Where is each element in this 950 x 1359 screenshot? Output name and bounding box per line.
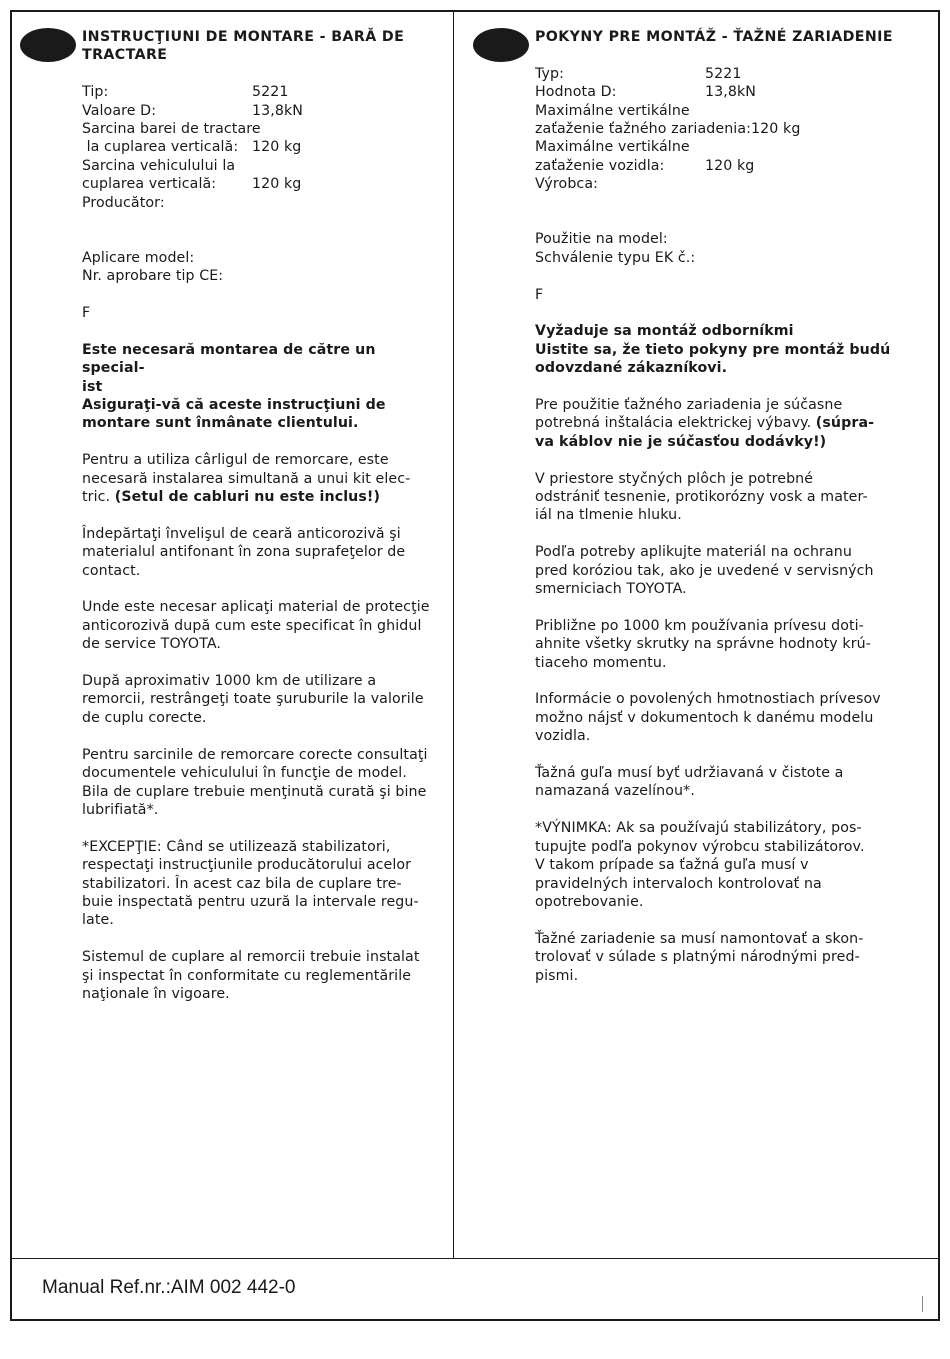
d-value: 13,8kN bbox=[252, 102, 304, 119]
vehicle-load-label: Sarcina vehiculului la bbox=[82, 157, 236, 174]
model-label: Použitie na model: bbox=[535, 231, 668, 248]
producer-label: Výrobca: bbox=[535, 176, 599, 193]
vehicle-load-value: 120 kg bbox=[705, 157, 755, 174]
paragraph-regulations: Sistemul de cuplare al remorcii trebuie instalat şi inspectat în conformitate cu reglementările naţionale în vigoare. bbox=[82, 949, 420, 1002]
paragraph-regulations: Ťažné zariadenie sa musí namontovať a skon- trolovať v súlade s platnými národnými pred- pismi. bbox=[535, 930, 864, 984]
paragraph-wax-removal: V priestore styčných plôch je potrebné odstrániť tesnenie, protikorózny vosk a mater- iál na tlmenie hluku. bbox=[535, 470, 868, 524]
d-value: 13,8kN bbox=[705, 84, 757, 101]
bar-load-label: Maximálne vertikálne bbox=[535, 102, 690, 119]
ce-approval-label: Nr. aprobare tip CE: bbox=[82, 268, 224, 285]
paragraph-towing-loads: Informácie o povolených hmotnostiach prívesov možno nájsť v dokumentoch k danému modelu vozidla. bbox=[535, 691, 881, 745]
manual-reference: Manual Ref.nr.:AIM 002 442-0 bbox=[42, 1277, 296, 1298]
paragraph-electric-kit: Pentru a utiliza cârligul de remorcare, este necesară instalarea simultană a unui kit elec- tric. (Setul de cabluri nu este inclus!) bbox=[82, 452, 411, 506]
paragraph-torque: Približne po 1000 km používania prívesu doti- ahnite všetky skrutky na správne hodnoty krú- tiaceho momentu. bbox=[535, 617, 871, 671]
type-value: 5221 bbox=[705, 65, 742, 82]
model-label: Aplicare model: bbox=[82, 249, 195, 266]
bar-load-value: 120 kg bbox=[252, 139, 302, 156]
paragraph-corrosion: Podľa potreby aplikujte materiál na ochranu pred koróziou tak, ako je uvedené v servisných smerniciach TOYOTA. bbox=[535, 544, 874, 598]
bar-load-value: 120 kg bbox=[751, 121, 801, 138]
left-column: INSTRUCŢIUNI DE MONTARE - BARĂ DE TRACTARE Tip: 5221 Valoare D: 13,8kN Sarcina barei de tractare la cuplarea verticală: 120 kg Sarcina vehiculului la cuplarea verticală: 120 kg Producător: Aplicare model: Nr. aprobare tip CE: F Este necesară montarea de către un special- ist Asiguraţi-vă că aceste instrucţiuni de montare sunt înmânate clientului. Pentru a utiliza cârligul de remorcare, este necesară instalarea simultană a unui kit elec- tric. (Setul de cabluri nu este inclus!) Îndepărtaţi învelişul de ceară anticorozivă şi materialul antifonant în zona suprafeţelor de contact. Unde este necesar aplicaţi material de protecţie anticorozivă după cum este specificat în ghidul de service TOYOTA. După aproximativ 1000 km de utilizare a remorcii, restrângeţi toate şuruburile la valorile de cuplu corecte. Pentru sarcinile de remorcare corecte consultaţi documentele vehiculului în funcţie de model. Bila de cuplare trebuie menţinută curată şi bine lubrifiată*. *EXCEPŢIE: Când se utilizează stabilizatori, respectaţi instrucţiunile producătorului acelor stabilizatori. În acest caz bila de cuplare tre- buie inspectată pentru uzură la intervale regu- late. Sistemul de cuplare al remorcii trebuie instalat şi inspectat în conformitate cu reglementările naţionale în vigoare. bbox=[82, 28, 442, 1003]
footer-divider bbox=[12, 1258, 938, 1259]
specialist-notice: Vyžaduje sa montáž odborníkmi Uistite sa, že tieto pokyny pre montáž budú odovzdané zákazníkovi. bbox=[535, 323, 891, 377]
d-value-label: Hodnota D: bbox=[535, 84, 617, 101]
specialist-notice: Este necesară montarea de către un special- ist Asiguraţi-vă că aceste instrucţiuni de montare sunt înmânate clientului. bbox=[82, 341, 386, 432]
bar-load-label: Sarcina barei de tractare bbox=[82, 121, 261, 138]
d-value-label: Valoare D: bbox=[82, 102, 157, 119]
paragraph-torque: După aproximativ 1000 km de utilizare a remorcii, restrângeţi toate şuruburile la valorile de cuplu corecte. bbox=[82, 673, 424, 726]
language-flag-ro bbox=[20, 28, 76, 62]
paragraph-electric-kit: Pre použitie ťažného zariadenia je súčasne potrebná inštalácia elektrickej výbavy. (súpra- va káblov nie je súčasťou dodávky!) bbox=[535, 397, 875, 450]
f-label: F bbox=[535, 286, 544, 303]
producer-label: Producător: bbox=[82, 194, 165, 211]
vehicle-load-label: Maximálne vertikálne bbox=[535, 139, 690, 156]
paragraph-corrosion: Unde este necesar aplicaţi material de protecţie anticorozivă după cum este specificat în ghidul de service TOYOTA. bbox=[82, 599, 430, 653]
section-title: INSTRUCŢIUNI DE MONTARE - BARĂ DE TRACTARE bbox=[82, 29, 405, 64]
language-flag-sk bbox=[473, 28, 529, 62]
type-label: Typ: bbox=[535, 65, 565, 82]
paragraph-wax-removal: Îndepărtaţi învelişul de ceară anticorozivă şi materialul antifonant în zona suprafeţelor de contact. bbox=[82, 525, 406, 579]
f-label: F bbox=[82, 305, 91, 322]
type-label: Tip: bbox=[82, 84, 109, 101]
paragraph-ball-maintenance: Ťažná guľa musí byť udržiavaná v čistote a namazaná vazelínou*. bbox=[535, 765, 844, 800]
paragraph-towing-loads: Pentru sarcinile de remorcare corecte consultaţi documentele vehiculului în funcţie de model. Bila de cuplare trebuie menţinută curată şi bine lubrifiată*. bbox=[82, 746, 428, 818]
column-divider bbox=[453, 12, 454, 1258]
right-column: POKYNY PRE MONTÁŽ - ŤAŽNÉ ZARIADENIE Typ: 5221 Hodnota D: 13,8kN Maximálne vertikálne zaťaženie ťažného zariadenia: 120 kg Maximálne vertikálne zaťaženie vozidla: 120 kg Výrobca: Použitie na model: Schválenie typu EK č.: F Vyžaduje sa montáž odborníkmi Uistite sa, že tieto pokyny pre montáž budú odovzdané zákazníkovi. Pre použitie ťažného zariadenia je súčasne potrebná inštalácia elektrickej výbavy. (súpra- va káblov nie je súčasťou dodávky!) V priestore styčných plôch je potrebné odstrániť tesnenie, protikorózny vosk a mater- iál na tlmenie hluku. Podľa potreby aplikujte materiál na ochranu pred koróziou tak, ako je uvedené v servisných smerniciach TOYOTA. Približne po 1000 km používania prívesu doti- ahnite všetky skrutky na správne hodnoty krú- tiaceho momentu. Informácie o povolených hmotnostiach prívesov možno nájsť v dokumentoch k danému modelu vozidla. Ťažná guľa musí byť udržiavaná v čistote a namazaná vazelínou*. *VÝNIMKA: Ak sa používajú stabilizátory, pos- tupujte podľa pokynov výrobcu stabilizátorov. V takom prípade sa ťažná guľa musí v pravidelných intervaloch kontrolovať na opotrebovanie. Ťažné zariadenie sa musí namontovať a skon- trolovať v súlade s platnými národnými pred- pismi. bbox=[535, 28, 895, 985]
section-title: POKYNY PRE MONTÁŽ - ŤAŽNÉ ZARIADENIE bbox=[535, 29, 893, 45]
paragraph-exception: *EXCEPŢIE: Când se utilizează stabilizatori, respectaţi instrucţiunile producătorului acelor stabilizatori. În acest caz bila de cuplare tre- buie inspectată pentru uzură la intervale regu- late. bbox=[82, 838, 419, 929]
edge-mark bbox=[922, 1296, 923, 1312]
paragraph-exception: *VÝNIMKA: Ak sa používajú stabilizátory, pos- tupujte podľa pokynov výrobcu stabilizátorov. V takom prípade sa ťažná guľa musí v pravidelných intervaloch kontrolovať na opotrebovanie. bbox=[535, 820, 865, 910]
type-value: 5221 bbox=[252, 84, 289, 101]
vehicle-load-value: 120 kg bbox=[252, 176, 302, 193]
ce-approval-label: Schválenie typu EK č.: bbox=[535, 249, 696, 266]
